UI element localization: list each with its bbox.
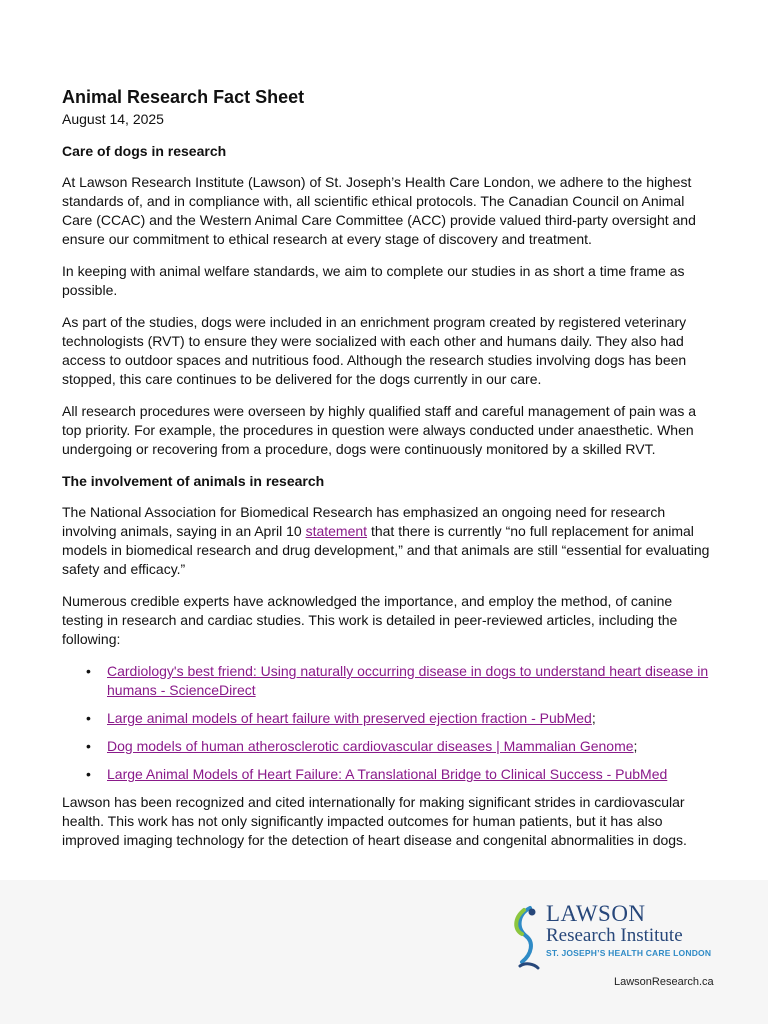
list-item [62, 709, 712, 728]
section-heading-involvement: The involvement of animals in research [62, 473, 325, 489]
involvement-paragraph-2: Numerous credible experts have acknowledged the importance, and employ the method, of canine testing in research and cardiac studies. This work is detailed in peer-reviewed articles, including the following: [62, 593, 678, 647]
list-item [62, 737, 712, 756]
statement-link[interactable]: statement [305, 523, 368, 539]
bullet-icon: • [86, 766, 91, 782]
reference-separator: ; [633, 738, 638, 754]
list-item [62, 765, 712, 784]
logo-wordmark [546, 902, 726, 960]
section-heading-care-of-dogs: Care of dogs in research [62, 143, 227, 159]
list-item [62, 662, 712, 700]
reference-separator: ; [591, 710, 596, 726]
website-url: LawsonResearch.ca [614, 976, 714, 988]
care-paragraph-1: At Lawson Research Institute (Lawson) of St. Joseph’s Health Care London, we adhere to the highest standards of, and in compliance with, all scientific ethical protocols. The Canadian Council on Animal Care (CCAC) and the Western Animal Care Committee (ACC) provide valued third-party oversight and ensure our commitment to ethical research at every stage of discovery and treatment. [62, 174, 696, 247]
bullet-icon: • [86, 663, 91, 679]
logo-subtitle: Research Institute [546, 925, 683, 946]
involvement-text-before-link: The National Association for Biomedical Research has emphasized an ongoing need for research involving animals, saying in an April 10 [62, 504, 666, 539]
reference-link-sciencedirect[interactable]: Cardiology's best friend: Using naturally occurring disease in dogs to understand heart disease in humans - ScienceDirect [107, 663, 709, 698]
logo-tagline: ST. JOSEPH’S HEALTH CARE LONDON [546, 948, 712, 958]
bullet-icon: • [86, 710, 91, 726]
closing-paragraph: Lawson has been recognized and cited internationally for making significant strides in cardiovascular health. This work has not only significantly impacted outcomes for human patients, but it has also improved imaging technology for the detection of heart disease and congenital abnormalities in dogs. [62, 794, 687, 848]
reference-link-hfpef-pubmed[interactable]: Large animal models of heart failure with preserved ejection fraction - PubMed [107, 710, 592, 726]
care-paragraph-4: All research procedures were overseen by highly qualified staff and careful management of pain was a top priority. For example, the procedures in question were always conducted under anaesthetic. When undergoing or recovering from a procedure, dogs were continuously monitored by a skilled RVT. [62, 403, 696, 457]
care-paragraph-2: In keeping with animal welfare standards, we aim to complete our studies in as short a time frame as possible. [62, 263, 685, 298]
reference-list [62, 662, 712, 784]
logo-name: LAWSON [546, 901, 646, 926]
fact-sheet-body [62, 86, 712, 863]
lawson-logo-icon [510, 904, 544, 970]
document-date: August 14, 2025 [62, 111, 164, 127]
bullet-icon: • [86, 738, 91, 754]
lawson-logo [510, 902, 720, 972]
involvement-text-after-link: that there is currently “no full replacement for animal models in biomedical research and drug development,” and that animals are still “essential for evaluating safety and efficacy.” [62, 523, 710, 577]
reference-link-mammalian-genome[interactable]: Dog models of human atherosclerotic cardiovascular diseases | Mammalian Genome [107, 738, 634, 754]
document-title: Animal Research Fact Sheet [62, 87, 305, 107]
care-paragraph-3: As part of the studies, dogs were included in an enrichment program created by registered veterinary technologists (RVT) to ensure they were socialized with each other and humans daily. They also had access to outdoor spaces and nutritious food. Although the research studies involving dogs has been stopped, this care continues to be delivered for the dogs currently in our care. [62, 314, 687, 387]
involvement-paragraph-1 [62, 503, 712, 579]
reference-link-translational-bridge[interactable]: Large Animal Models of Heart Failure: A Translational Bridge to Clinical Success - PubMed [107, 766, 668, 782]
